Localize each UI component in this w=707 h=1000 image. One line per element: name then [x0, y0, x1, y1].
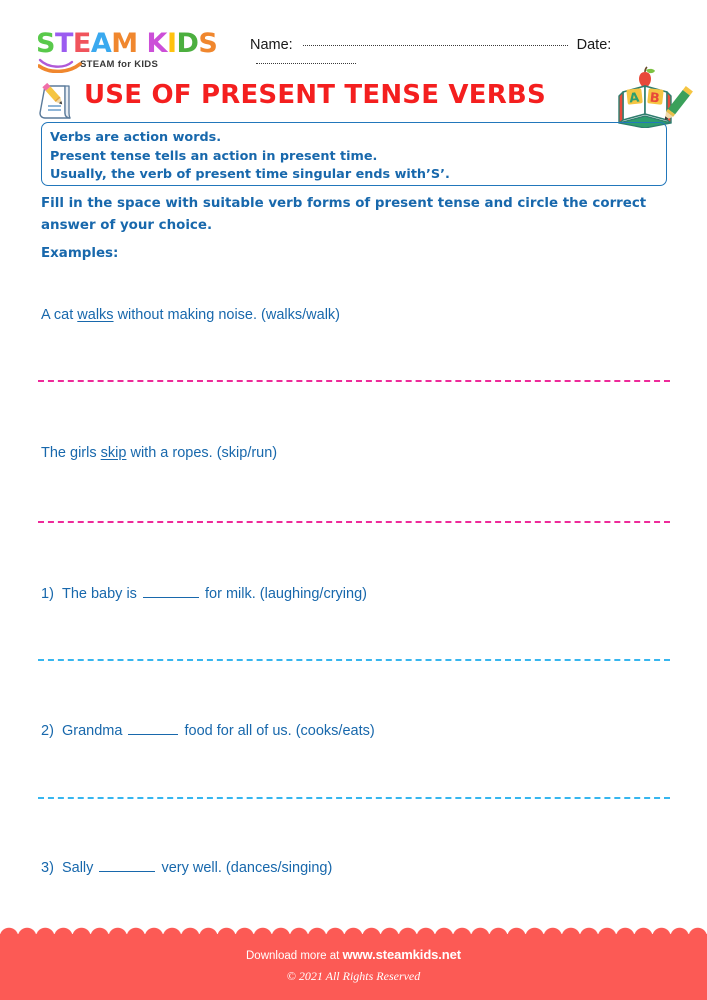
footer-download-text: Download more at	[246, 950, 343, 962]
logo-letter-3: A	[90, 28, 112, 59]
page-footer	[0, 934, 707, 1000]
logo-letter-1: T	[54, 28, 73, 59]
steam-kids-logo	[36, 30, 236, 76]
question-1-post: for milk. (laughing/crying)	[200, 586, 367, 602]
footer-download-row	[0, 947, 707, 962]
footer-website-link[interactable]: www.steamkids.net	[342, 947, 461, 962]
logo-letter-4: M	[111, 28, 138, 59]
date-label: Date:	[576, 37, 612, 53]
name-input-line[interactable]	[303, 44, 568, 46]
question-3-pre: Sally	[61, 860, 98, 876]
example-1-post: without making noise. (walks/walk)	[113, 307, 340, 323]
question-2-post: food for all of us. (cooks/eats)	[180, 723, 375, 739]
divider-pink-1	[38, 380, 670, 382]
rule-line-3: Usually, the verb of present time singular ends with’S’.	[50, 167, 450, 182]
rule-box	[41, 122, 667, 186]
logo-tagline: STEAM for KIDS	[80, 59, 159, 70]
question-2-pre: Grandma	[61, 723, 127, 739]
divider-cyan-2	[38, 797, 670, 799]
notepad-pencil-icon	[38, 80, 76, 120]
question-1	[41, 584, 367, 602]
question-1-pre: The baby is	[61, 586, 141, 602]
name-label: Name:	[250, 37, 293, 53]
logo-letter-9: S	[198, 28, 218, 59]
logo-letter-0: S	[36, 28, 55, 59]
logo-swoosh-icon	[38, 57, 82, 73]
directions-line-1: Fill in the space with suitable verb forms of present tense and circle the correct	[41, 196, 647, 211]
question-2-number: 2)	[41, 723, 54, 739]
question-2	[41, 721, 375, 739]
logo-letter-7: I	[166, 28, 177, 59]
question-3	[41, 858, 332, 876]
logo-letter-8: D	[176, 28, 199, 59]
directions-line-2: answer of your choice.	[41, 218, 213, 233]
name-date-row	[250, 36, 690, 60]
rule-line-2: Present tense tells an action in present time.	[50, 148, 378, 164]
example-sentence-1	[41, 307, 340, 323]
divider-pink-2	[38, 521, 670, 523]
question-3-post: very well. (dances/singing)	[157, 860, 333, 876]
example-2-answer: skip	[100, 445, 127, 461]
logo-letter-6: K	[146, 28, 167, 59]
logo-letter-5	[138, 30, 147, 58]
divider-cyan-1	[38, 659, 670, 661]
footer-copyright: © 2021 All Rights Reserved	[286, 969, 421, 983]
example-2-post: with a ropes. (skip/run)	[126, 445, 278, 461]
question-3-blank[interactable]	[99, 858, 155, 872]
example-sentence-2	[41, 445, 277, 461]
question-2-blank[interactable]	[128, 721, 178, 735]
svg-text:A: A	[628, 90, 641, 107]
page-title: USE OF PRESENT TENSE VERBS	[84, 80, 546, 110]
examples-label: Examples:	[41, 246, 119, 261]
example-1-answer: walks	[77, 307, 114, 323]
date-input-line[interactable]	[256, 62, 356, 64]
footer-scallop-edge	[0, 925, 707, 937]
question-1-blank[interactable]	[143, 584, 199, 598]
page-header	[0, 28, 707, 76]
question-3-number: 3)	[41, 860, 54, 876]
logo-wordmark	[36, 30, 236, 58]
example-1-pre: A cat	[41, 307, 78, 323]
svg-text:B: B	[649, 90, 661, 107]
title-row	[0, 78, 707, 124]
directions-block	[41, 193, 671, 265]
abc-book-apple-pencil-icon	[615, 66, 693, 128]
rule-line-1: Verbs are action words.	[50, 130, 222, 145]
logo-letter-2: E	[72, 28, 91, 59]
question-1-number: 1)	[41, 586, 54, 602]
example-2-pre: The girls	[41, 445, 101, 461]
